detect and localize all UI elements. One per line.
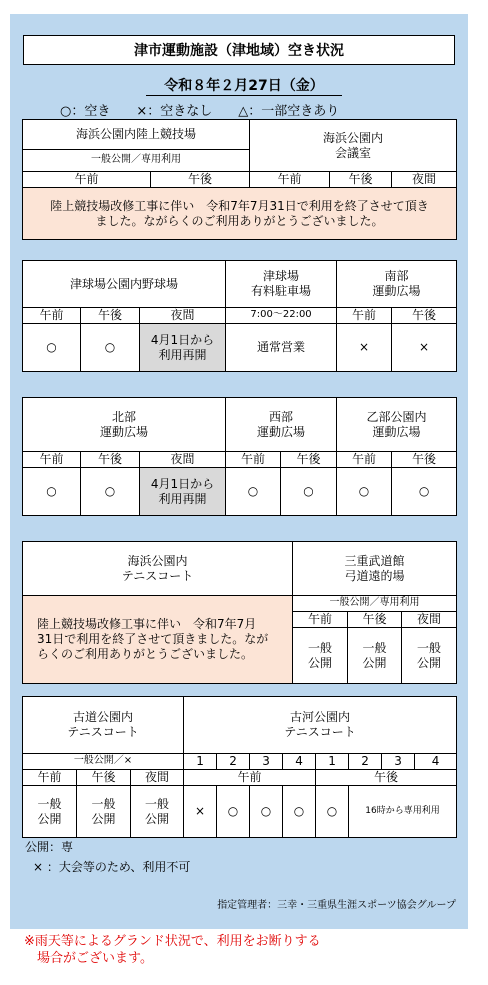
facility-name: 古道公園内 テニスコート: [23, 697, 184, 754]
status-cell: ○: [250, 786, 283, 838]
facility-name: 乙部公園内 運動広場: [337, 398, 457, 452]
status-cell: ○: [81, 468, 140, 516]
facility-name: 北部 運動広場: [23, 398, 226, 452]
status-cell: 通常営業: [226, 324, 337, 372]
col-hours: 7:00～22:00: [226, 308, 337, 324]
col-am: 午前: [184, 770, 316, 786]
facility-name: 三重武道館 弓道遠的場: [293, 542, 457, 596]
section-tennis-budokan: [22, 541, 457, 684]
court-number: 4: [283, 754, 316, 770]
col-am: 午前: [23, 172, 151, 188]
rain-warning: ※雨天等によるグランド状況で、利用をお断りする 場合がございます。: [24, 934, 321, 966]
col-night: 夜間: [402, 612, 457, 628]
status-cell: 4月1日から 利用再開: [140, 324, 226, 372]
col-am: 午前: [23, 770, 77, 786]
col-pm: 午後: [348, 612, 402, 628]
col-am: 午前: [23, 308, 81, 324]
status-cell: 16時から専用利用: [349, 786, 457, 838]
facility-name: 海浜公園内陸上競技場: [23, 120, 250, 150]
court-number: 3: [382, 754, 415, 770]
status-cell: 一般 公開: [23, 786, 77, 838]
status-cell: ○: [392, 468, 457, 516]
col-pm: 午後: [81, 452, 140, 468]
status-cell: 一般 公開: [131, 786, 184, 838]
col-am: 午前: [293, 612, 348, 628]
status-cell: ○: [281, 468, 337, 516]
facility-name: 津球場公園内野球場: [23, 261, 226, 308]
footnote: 公開：専: [25, 840, 74, 854]
col-pm: 午後: [392, 308, 457, 324]
court-number: 3: [250, 754, 283, 770]
section-baseball: [22, 260, 457, 372]
facility-name: 津球場 有料駐車場: [226, 261, 337, 308]
col-pm: 午後: [77, 770, 131, 786]
status-cell: ×: [337, 324, 392, 372]
facility-name: 南部 運動広場: [337, 261, 457, 308]
date-heading: 令和８年２月27日（金）: [0, 75, 488, 95]
status-cell: 一般 公開: [77, 786, 131, 838]
section-tennis-courts: [22, 696, 457, 838]
facility-name: 西部 運動広場: [226, 398, 337, 452]
page-title: 津市運動施設（津地域）空き状況: [23, 35, 455, 65]
court-number: 1: [316, 754, 349, 770]
status-cell: ×: [392, 324, 457, 372]
usage-type: 一般公開／専用利用: [23, 150, 250, 172]
col-am: 午前: [337, 308, 392, 324]
facility-name: 海浜公園内 テニスコート: [23, 542, 293, 596]
court-number: 4: [415, 754, 457, 770]
status-cell: 一般 公開: [402, 628, 457, 684]
status-cell: ×: [184, 786, 217, 838]
col-night: 夜間: [140, 308, 226, 324]
status-cell: ○: [316, 786, 349, 838]
manager-credit: 指定管理者：三幸・三重県生涯スポーツ協会グループ: [217, 900, 456, 911]
court-number: 2: [217, 754, 250, 770]
status-cell: ○: [23, 324, 81, 372]
court-number: 2: [349, 754, 382, 770]
col-pm: 午後: [151, 172, 250, 188]
col-night: 夜間: [140, 452, 226, 468]
usage-type: 一般公開／専用利用: [293, 596, 457, 612]
status-cell: ○: [283, 786, 316, 838]
status-cell: ○: [81, 324, 140, 372]
facility-name: 海浜公園内 会議室: [250, 120, 457, 172]
col-am: 午前: [250, 172, 330, 188]
status-cell: ○: [23, 468, 81, 516]
legend: ○：空き ×：空きなし △：一部空きあり: [60, 104, 340, 119]
status-cell: ○: [337, 468, 392, 516]
section-fields: [22, 397, 457, 516]
col-am: 午前: [23, 452, 81, 468]
section-kaihin-track: [22, 119, 457, 240]
col-night: 夜間: [392, 172, 457, 188]
status-cell: ○: [226, 468, 281, 516]
closure-notice: 陸上競技場改修工事に伴い 令和7年7月31日で利用を終了させて頂き ました。ながらくのご利用ありがとうございました。: [23, 188, 457, 240]
status-cell: 一般 公開: [293, 628, 348, 684]
col-pm: 午後: [281, 452, 337, 468]
footnote: × ：大会等のため、利用不可: [33, 860, 191, 874]
col-night: 夜間: [131, 770, 184, 786]
court-number: 1: [184, 754, 217, 770]
col-am: 午前: [337, 452, 392, 468]
col-am: 午前: [226, 452, 281, 468]
usage-type: 一般公開／×: [23, 754, 184, 770]
facility-name: 古河公園内 テニスコート: [184, 697, 457, 754]
col-pm: 午後: [81, 308, 140, 324]
status-cell: ○: [217, 786, 250, 838]
col-pm: 午後: [316, 770, 457, 786]
col-pm: 午後: [392, 452, 457, 468]
col-pm: 午後: [330, 172, 392, 188]
status-cell: 一般 公開: [348, 628, 402, 684]
closure-notice: 陸上競技場改修工事に伴い 令和7年7月 31日で利用を終了させて頂きました。なが らくのご利用ありがとうございました。: [23, 596, 293, 684]
status-cell: 4月1日から 利用再開: [140, 468, 226, 516]
